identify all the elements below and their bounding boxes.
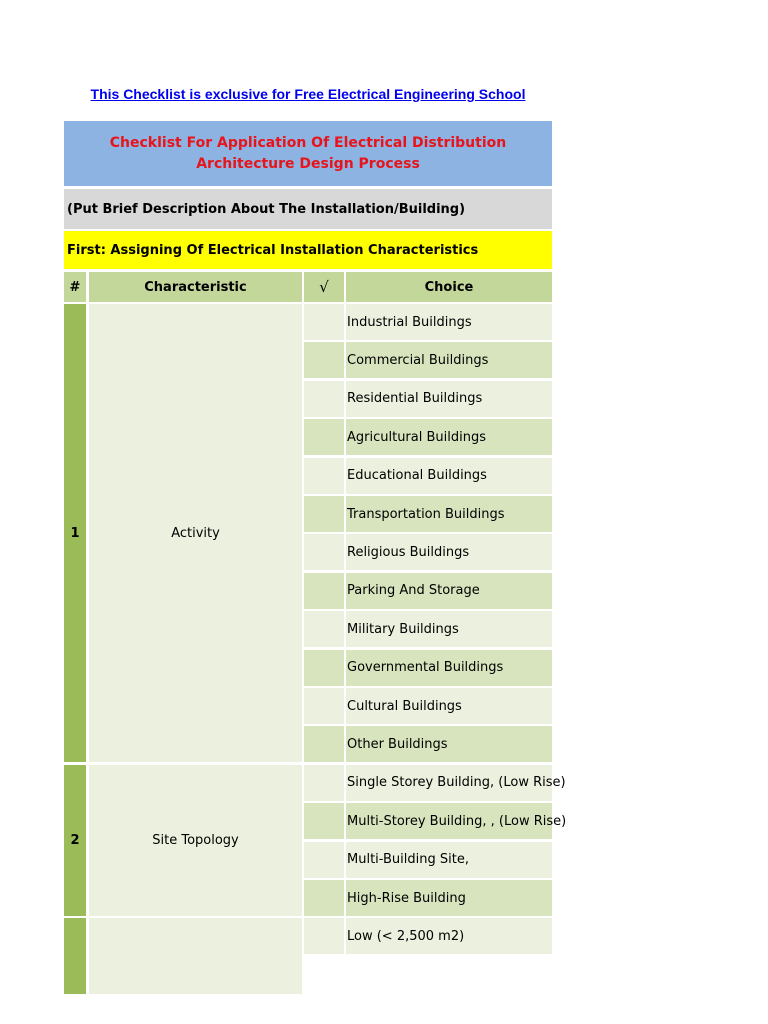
section-heading: First: Assigning Of Electrical Installation Characteristics [64, 231, 552, 269]
choice-cell: Agricultural Buildings [346, 419, 552, 455]
table-title: Checklist For Application Of Electrical Distribution Architecture Design Process [64, 121, 552, 186]
row-number [64, 918, 86, 994]
installation-description: (Put Brief Description About The Installation/Building) [64, 189, 552, 229]
check-box[interactable] [304, 650, 344, 686]
characteristic-cell [89, 918, 302, 994]
characteristic-cell: Activity [89, 304, 302, 762]
check-box[interactable] [304, 573, 344, 609]
check-box[interactable] [304, 342, 344, 378]
choice-cell: Religious Buildings [346, 534, 552, 570]
characteristic-cell: Site Topology [89, 765, 302, 916]
choice-cell: High-Rise Building [346, 880, 552, 916]
choice-cell: Commercial Buildings [346, 342, 552, 378]
choice-cell: Cultural Buildings [346, 688, 552, 724]
check-box[interactable] [304, 880, 344, 916]
column-header-check: √ [304, 272, 344, 302]
check-box[interactable] [304, 496, 344, 532]
check-box[interactable] [304, 803, 344, 839]
choice-cell: Multi-Building Site, [346, 842, 552, 878]
check-box[interactable] [304, 842, 344, 878]
choice-cell: Residential Buildings [346, 381, 552, 417]
choice-cell: Governmental Buildings [346, 650, 552, 686]
check-box[interactable] [304, 458, 344, 494]
choice-cell: Educational Buildings [346, 458, 552, 494]
choice-cell: Low (< 2,500 m2) [346, 918, 552, 954]
check-box[interactable] [304, 726, 344, 762]
check-box[interactable] [304, 381, 344, 417]
choice-cell: Single Storey Building, (Low Rise) [346, 765, 552, 801]
exclusive-checklist-link[interactable]: This Checklist is exclusive for Free Electrical Engineering School [90, 86, 526, 102]
checklist-table [64, 121, 567, 944]
check-box[interactable] [304, 918, 344, 954]
column-header-characteristic: Characteristic [89, 272, 302, 302]
check-box[interactable] [304, 419, 344, 455]
choice-cell: Other Buildings [346, 726, 552, 762]
choice-cell: Parking And Storage [346, 573, 552, 609]
choice-cell: Transportation Buildings [346, 496, 552, 532]
check-box[interactable] [304, 765, 344, 801]
column-header-number: # [64, 272, 86, 302]
check-box[interactable] [304, 534, 344, 570]
column-header-choice: Choice [346, 272, 552, 302]
check-box[interactable] [304, 304, 344, 340]
check-box[interactable] [304, 688, 344, 724]
row-number: 1 [64, 304, 86, 762]
choice-cell: Military Buildings [346, 611, 552, 647]
choice-cell: Industrial Buildings [346, 304, 552, 340]
check-box[interactable] [304, 611, 344, 647]
choice-cell: Multi-Storey Building, , (Low Rise) [346, 803, 552, 839]
row-number: 2 [64, 765, 86, 916]
